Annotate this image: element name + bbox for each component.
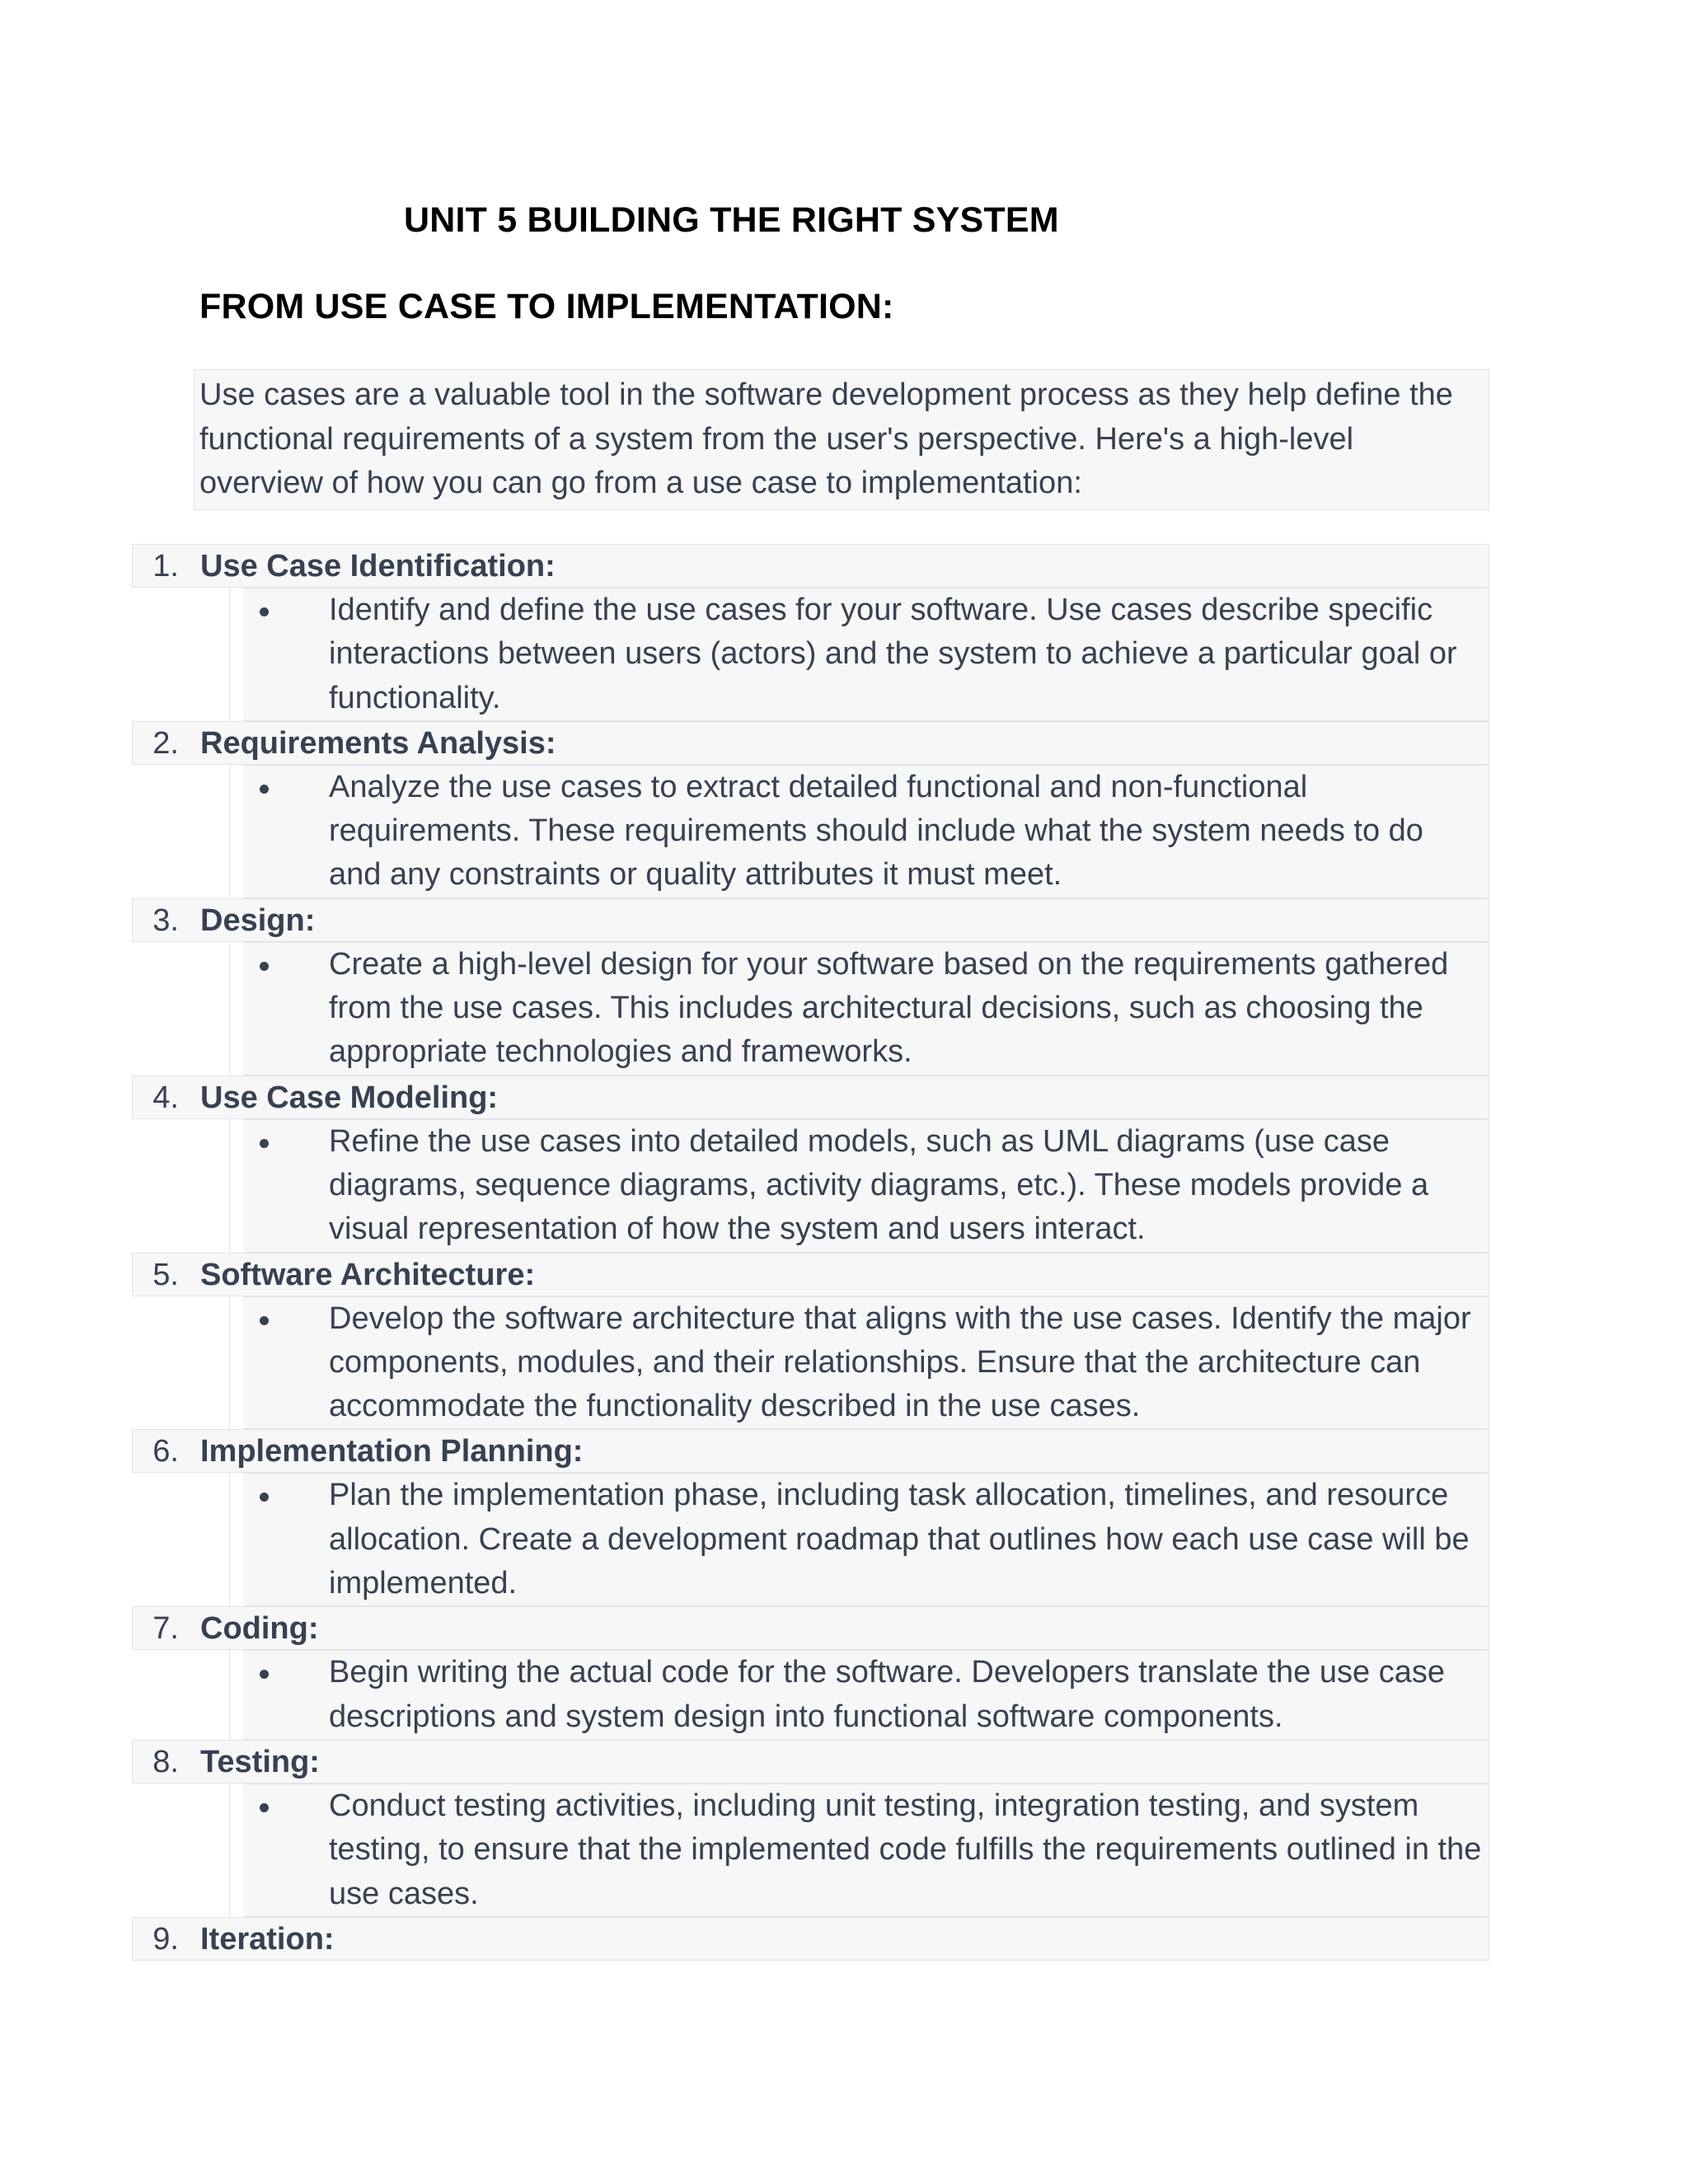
bullet-icon xyxy=(260,607,269,616)
bullet-icon xyxy=(260,785,269,794)
bullet-icon xyxy=(260,1316,269,1325)
step-bullet xyxy=(243,1119,1489,1253)
step-heading xyxy=(132,1429,1489,1473)
step-title: Testing: xyxy=(200,1744,320,1779)
step-number: 5. xyxy=(152,1257,179,1292)
step-number: 9. xyxy=(152,1921,179,1957)
step-bullet xyxy=(243,765,1489,898)
step-bullet-text: Develop the software architecture that aligns with the use cases. Identify the major components, modules, and their relationships. Ensure that the architecture can accommodate the functionality described in the use cases. xyxy=(329,1301,1471,1424)
step-number: 4. xyxy=(152,1080,179,1115)
step-title: Iteration: xyxy=(200,1921,335,1957)
bullet-icon xyxy=(260,962,269,971)
step-bullet xyxy=(243,942,1489,1076)
step-title: Coding: xyxy=(200,1611,319,1647)
step-heading xyxy=(132,721,1489,765)
step-bullet xyxy=(243,588,1489,721)
step-title: Requirements Analysis: xyxy=(200,725,556,761)
step-bullet-block xyxy=(229,1119,1489,1253)
step-bullet-text: Create a high-level design for your software based on the requirements gathered from the use cases. This includes architectural decisions, such as choosing the appropriate technologies and frameworks. xyxy=(329,946,1449,1070)
unit-title: UNIT 5 BUILDING THE RIGHT SYSTEM xyxy=(404,200,1059,240)
step-heading xyxy=(132,1740,1489,1783)
intro-paragraph: Use cases are a valuable tool in the software development process as they help define the functional requirements of a system from the user's perspective. Here's a high-level overview of how you can go from a use case to implementation: xyxy=(194,369,1489,510)
step-bullet-block xyxy=(229,1296,1489,1430)
step-bullet-block xyxy=(229,588,1489,721)
step-title: Implementation Planning: xyxy=(200,1434,584,1469)
step-bullet-text: Identify and define the use cases for your software. Use cases describe specific interactions between users (actors) and the system to achieve a particular goal or functionality. xyxy=(329,593,1457,715)
step-bullet-text: Begin writing the actual code for the software. Developers translate the use case descriptions and system design into functional software components. xyxy=(329,1655,1445,1734)
step-heading xyxy=(132,898,1489,942)
bullet-icon xyxy=(260,1139,269,1148)
step-number: 6. xyxy=(152,1434,179,1469)
step-heading xyxy=(132,1076,1489,1119)
bullet-icon xyxy=(260,1493,269,1502)
step-bullet xyxy=(243,1650,1489,1740)
step-bullet-text: Conduct testing activities, including unit testing, integration testing, and system testing, to ensure that the implemented code fulfills the requirements outlined in the use cases. xyxy=(329,1788,1482,1911)
bullet-icon xyxy=(260,1670,269,1679)
step-heading xyxy=(132,1253,1489,1296)
step-bullet-block xyxy=(229,1473,1489,1606)
step-bullet xyxy=(243,1473,1489,1606)
step-bullet-text: Plan the implementation phase, including task allocation, timelines, and resource allocation. Create a development roadmap that outlines how each use case will be implemented. xyxy=(329,1478,1470,1601)
step-heading xyxy=(132,1606,1489,1650)
step-title: Use Case Modeling: xyxy=(200,1080,499,1115)
step-bullet xyxy=(243,1296,1489,1430)
step-title: Design: xyxy=(200,902,316,938)
step-bullet-block xyxy=(229,942,1489,1076)
step-number: 8. xyxy=(152,1744,179,1779)
steps-list xyxy=(132,544,1489,1961)
step-bullet-block xyxy=(229,765,1489,898)
step-number: 3. xyxy=(152,902,179,938)
step-bullet-block xyxy=(229,1650,1489,1740)
step-heading xyxy=(132,544,1489,588)
step-number: 1. xyxy=(152,549,179,583)
step-title: Software Architecture: xyxy=(200,1257,536,1292)
step-number: 7. xyxy=(152,1611,179,1647)
step-bullet-text: Analyze the use cases to extract detailed functional and non-functional requirements. These requirements should include what the system needs to do and any constraints or quality attributes it must meet. xyxy=(329,769,1423,893)
section-title: FROM USE CASE TO IMPLEMENTATION: xyxy=(199,287,894,326)
step-number: 2. xyxy=(152,725,179,761)
step-bullet-text: Refine the use cases into detailed models, such as UML diagrams (use case diagrams, sequence diagrams, activity diagrams, etc.). These models provide a visual representation of how the system and users interact. xyxy=(329,1123,1429,1247)
step-bullet-block xyxy=(229,1783,1489,1917)
step-bullet xyxy=(243,1783,1489,1917)
step-heading xyxy=(132,1917,1489,1961)
step-title: Use Case Identification: xyxy=(200,549,556,583)
bullet-icon xyxy=(260,1803,269,1812)
